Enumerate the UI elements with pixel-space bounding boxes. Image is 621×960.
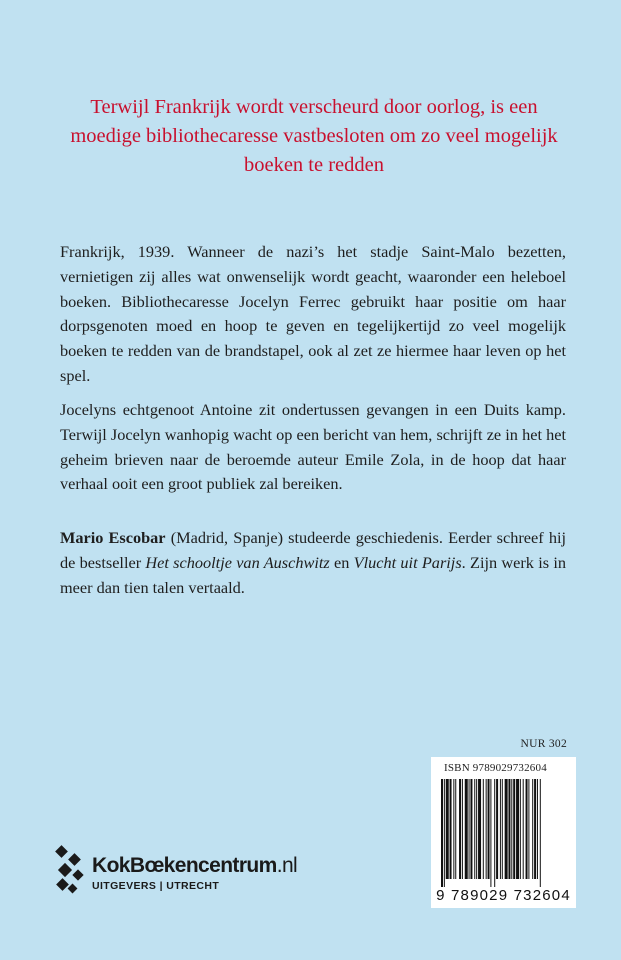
barcode-bar [465,779,468,879]
barcode-bar [502,779,503,879]
barcode-bar [537,779,538,879]
isbn-barcode-box [431,757,576,908]
author-bio-text-3: . Zijn werk is in meer dan tien talen vertaald. [60,552,567,597]
barcode-bar [528,779,529,879]
barcode-bar [494,779,495,887]
synopsis-paragraph-2: Jocelyns echtgenoot Antoine zit ondertussen gevangen in een Duits kamp. Terwijl Jocelyn wanhopig wacht op een bericht van hem, schrijft ze in het het geheim brieven naar de beroemde auteur Emile Zola, in de hoop dat haar verhaal ooit een groot publiek zal bereiken. [60,400,566,494]
barcode-bar [500,779,501,879]
barcode-bar [470,779,472,879]
barcode-bar [540,779,541,887]
barcode-bar [474,779,475,879]
barcode-bar [478,779,481,879]
barcode-bar [534,779,536,879]
tagline: Terwijl Frankrijk wordt verscheurd door oorlog, is een moedige bibliothecaresse vastbesloten om zo veel mogelijk boeken te redden [70,96,558,176]
barcode-bar [476,779,477,879]
barcode-bar [505,779,508,879]
barcode-bar [469,779,470,879]
barcode-bar [513,779,515,879]
barcode-bar [444,779,445,887]
barcode-bar [523,779,524,879]
barcode-bar [496,779,498,879]
nur-code: NUR 302 [520,738,567,750]
barcode-bar [490,779,491,887]
barcode-bar [520,779,521,879]
barcode-bar [453,779,454,879]
synopsis-paragraph-1: Frankrijk, 1939. Wanneer de nazi’s het stadje Saint-Malo bezetten, vernietigen zij alles wat onwenselijk wordt geacht, waaronder een heleboel boeken. Bibliothecaresse Jocelyn Ferrec gebruikt haar positie om haar dorpsgenoten moed en hoop te geven en tegelijkertijd zo veel mogelijk boeken te redden van de brandstapel, ook al zet ze hiermee haar leven op het spel. [60,242,566,385]
isbn-label: ISBN 9789029732604 [444,762,547,774]
publisher-name-suffix: .nl [276,854,298,877]
barcode-bar [462,779,463,879]
barcode-bar [526,779,528,879]
barcode-bar [450,779,452,879]
author-name: Mario Escobar [60,528,166,547]
publisher-name-main: KokBœkencentrum [92,854,277,877]
barcode-bar [459,779,461,879]
barcode-bar [516,779,519,879]
barcode-bar [511,779,512,879]
barcode-bar [455,779,456,879]
author-bio-text-1: (Madrid, Spanje) studeerde geschiedenis. Eerder schreef hij de bestseller [60,528,567,572]
barcode-bar [532,779,533,879]
barcode-bars [441,779,566,887]
isbn-digits: 9 789029 732604 [436,887,571,904]
barcode-bar [441,779,443,887]
author-bio-text-2: en [329,552,354,572]
barcode-bar [483,779,484,879]
barcode-bar [488,779,490,879]
publisher-name [92,854,297,878]
author-bio [60,526,566,600]
book-title-1: Het schooltje van Auschwitz [145,552,330,572]
barcode-bar [508,779,510,879]
barcode-bar [486,779,487,879]
book-title-2: Vlucht uit Parijs [353,552,462,572]
barcode-bar [446,779,449,879]
publisher-subtitle: UITGEVERS | UTRECHT [92,880,220,892]
kok-boekencentrum-logo-icon [54,845,88,895]
